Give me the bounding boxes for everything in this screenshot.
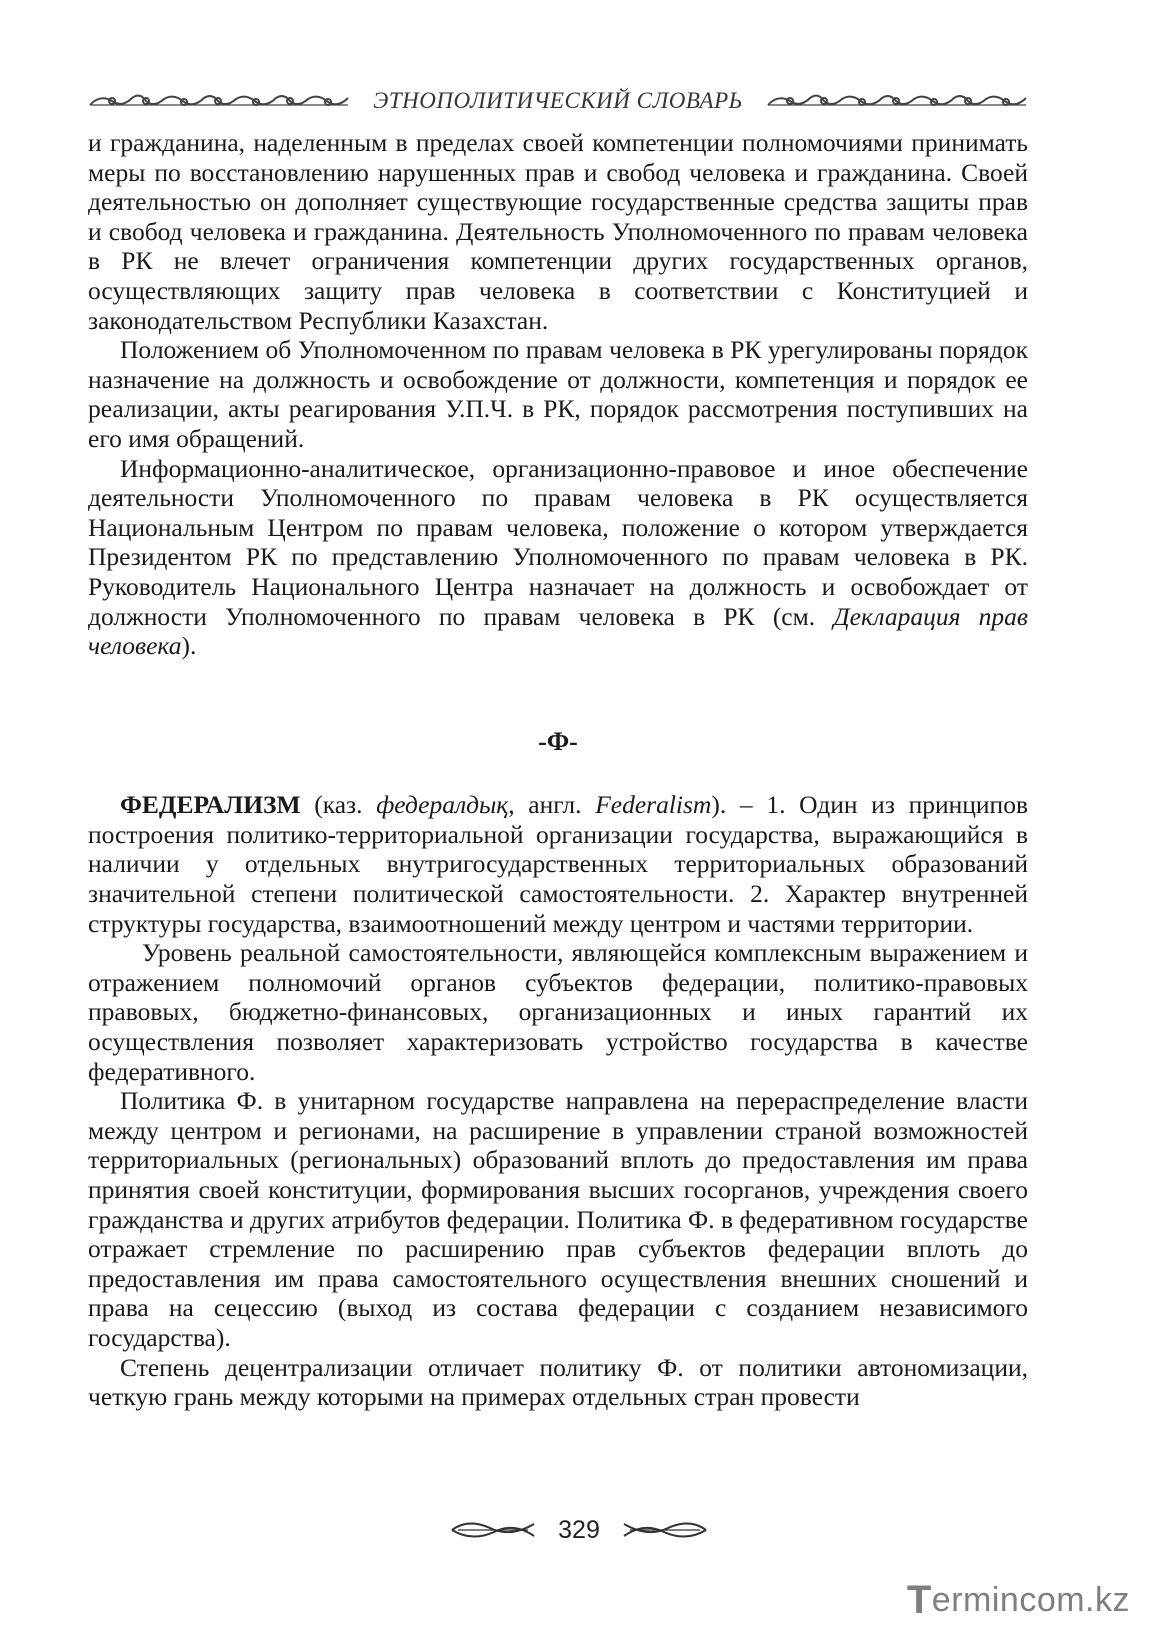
paragraph: Политика Ф. в унитарном государстве направлена на перераспределение власти между центром и регионами, на расширение в управлении страной возможностей территориальных (региональных) образований вплоть до предоставления им права принятия своей конституции, формирования высших госорганов, учреждения своего гражданства и других атрибутов федерации. Политика Ф. в федеративном государстве отражает стремление по расширению прав субъектов федерации вплоть до предоставления им права самостоятельного осуществления внешних сношений и права на сецессию (выход из состава федерации с созданием независимого государства). (88, 1086, 1028, 1352)
watermark-text: ermincom.kz (931, 1581, 1130, 1619)
site-watermark (907, 1578, 1130, 1623)
entry-term: ФЕДЕРАЛИЗМ (120, 790, 301, 820)
footer-ornament-right-icon (620, 1516, 710, 1544)
ornament-left-icon (88, 90, 350, 112)
entry-text: (каз. (300, 790, 377, 820)
ornament-right-icon (766, 90, 1028, 112)
paragraph: Положением об Уполномоченном по правам человека в РК урегулированы порядок назначение на должность и освобождение от должности, компетенция и порядок ее реализации, акты реагирования У.П.Ч. в РК, порядок рассмотрения поступивших на его имя обращений. (88, 335, 1028, 453)
paragraph: и гражданина, наделенным в пределах своей компетенции полномочиями принимать меры по восстановлению нарушенных прав и свобод человека и гражданина. Своей деятельностью он дополняет существующие государственные средства защиты прав и свобод человека и гражданина. Деятельность Уполномоченного по правам человека в РК не влечет ограничения компетенции других государственных органов, осуществляющих защиту прав человека в соответствии с Конституцией и законодательством Республики Казахстан. (88, 128, 1028, 335)
entry-federalism (88, 790, 1028, 938)
paragraph-text: Информационно-аналитическое, организационно-правовое и иное обеспечение деятельности Уполномоченного по правам человека в РК осуществляется Национальным Центром по правам человека, положение о котором утверждается Президентом РК по представлению Уполномоченного по правам человека в РК. Руководитель Национального Центра назначает на должность и освобождает от должности Уполномоченного по правам человека в РК (см. (88, 453, 1028, 631)
page-number: 329 (558, 1515, 600, 1544)
paragraph-text: ). (181, 631, 197, 661)
page-body (88, 128, 1028, 1412)
page-header (88, 86, 1028, 116)
paragraph: Уровень реальной самостоятельности, являющейся комплексным выражением и отражением полномочий органов субъектов федерации, политико-правовых правовых, бюджетно-финансовых, организационных и иных гарантий их осуществления позволяет характеризовать устройство государства в качестве федеративного. (88, 938, 1028, 1086)
entry-english: Federalism (595, 790, 712, 820)
page-footer (0, 1512, 1158, 1548)
footer-ornament-left-icon (448, 1516, 538, 1544)
paragraph (88, 454, 1028, 661)
entry-kazakh: федералдық (376, 790, 509, 820)
cross-reference: Декларация прав человека (88, 601, 1028, 661)
running-title: ЭТНОПОЛИТИЧЕСКИЙ СЛОВАРЬ (373, 88, 743, 113)
entry-text: , англ. (508, 790, 596, 820)
section-letter: -Ф- (538, 726, 578, 756)
paragraph: Степень децентрализации отличает политику Ф. от политики автономизации, четкую грань между которыми на примерах отдельных стран провести (88, 1352, 1028, 1412)
entry-text: ). – 1. Один из принципов построения политико-территориальной организации государства, выражающийся в наличии у отдельных внутригосударственных территориальных образований значительной степени политической самостоятельности. 2. Характер внутренней структуры государства, взаимоотношений между центром и частями территории. (88, 790, 1028, 938)
watermark-logo-letter: T (906, 1578, 932, 1622)
